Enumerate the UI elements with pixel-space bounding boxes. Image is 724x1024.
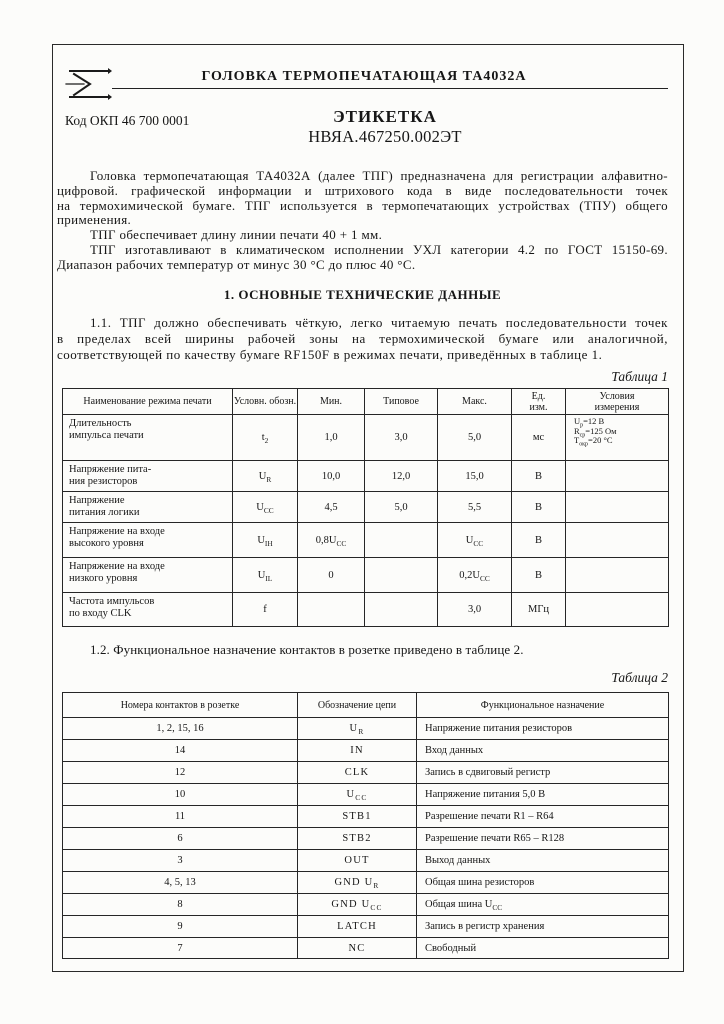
max-value: U — [465, 534, 474, 546]
net-name: STB2 — [298, 828, 417, 850]
condition-value: =20 °С — [588, 435, 613, 445]
condition-subscript: ср — [579, 432, 586, 439]
parameter-name-line: ния резисторов — [69, 476, 138, 487]
pin-numbers: 1, 2, 15, 16 — [63, 718, 298, 740]
intro-line: ТПГ обеспечивает длину линии печати 40 + 1 мм. — [90, 227, 383, 243]
conditions-cell — [566, 461, 669, 492]
table-row — [63, 523, 669, 558]
function-description: Разрешение печати R65 – R128 — [417, 828, 669, 850]
pin-numbers: 6 — [63, 828, 298, 850]
symbol-cell — [233, 415, 298, 461]
max-value: 5,5 — [438, 492, 512, 523]
symbol-text: U — [257, 534, 265, 546]
header-symbol: Условн. обозн. — [233, 389, 298, 415]
parameter-name-line: Напряжение пита- — [69, 464, 152, 475]
symbol-cell — [233, 523, 298, 558]
conditions-cell — [566, 523, 669, 558]
table-row — [63, 850, 669, 872]
parameter-name-line: высокого уровня — [69, 538, 144, 549]
pin-numbers: 12 — [63, 762, 298, 784]
function-description: Свободный — [417, 938, 669, 959]
symbol-text: U — [257, 569, 266, 581]
parameter-name-line: Напряжение на входе — [69, 526, 165, 537]
document-number: НВЯА.467250.002ЭТ — [308, 127, 462, 146]
net-subscript: CC — [370, 903, 383, 913]
max-value-cell — [438, 558, 512, 593]
parameter-name-line: питания логики — [69, 507, 140, 518]
parameter-name-cell — [63, 593, 233, 627]
conditions-cell — [566, 492, 669, 523]
document-type: ЭТИКЕТКА — [333, 107, 437, 126]
parameter-name-cell — [63, 461, 233, 492]
table-row — [63, 415, 669, 461]
table-1-header-row — [63, 389, 669, 415]
parameter-name-line: импульса печати — [69, 430, 144, 441]
min-value: 1,0 — [298, 415, 365, 461]
typical-value: 12,0 — [365, 461, 438, 492]
header-net-name: Обозначение цепи — [298, 693, 417, 718]
unit-value: В — [512, 523, 566, 558]
function-description: Вход данных — [417, 740, 669, 762]
function-description: Выход данных — [417, 850, 669, 872]
net-name: U — [349, 723, 359, 734]
net-name-cell — [298, 718, 417, 740]
table-row — [63, 461, 669, 492]
net-subscript: R — [358, 727, 365, 737]
intro-line: цифровой. графической информации и штрихового кода в виде последовательности точек — [57, 182, 668, 198]
table-row — [63, 784, 669, 806]
net-name-cell — [298, 872, 417, 894]
net-subscript: CC — [355, 793, 368, 803]
net-name-cell — [298, 784, 417, 806]
section-title: 1. ОСНОВНЫЕ ТЕХНИЧЕСКИЕ ДАННЫЕ — [223, 287, 502, 302]
document-title: ГОЛОВКА ТЕРМОПЕЧАТАЮЩАЯ ТА4032А — [201, 69, 527, 84]
paragraph-line: в пределах всей ширины рабочей зоны на термохимической бумаге или аналогичной, — [57, 331, 668, 346]
table-row — [63, 872, 669, 894]
table-1 — [62, 388, 669, 627]
function-subscript: CC — [492, 903, 503, 913]
min-value-subscript: CC — [336, 538, 347, 548]
net-name: IN — [298, 740, 417, 762]
unit-value: В — [512, 461, 566, 492]
pin-numbers: 9 — [63, 916, 298, 938]
header-unit: Ед. изм. — [512, 389, 566, 415]
max-value: 5,0 — [438, 415, 512, 461]
condition-subscript: р — [580, 422, 584, 429]
function-description: Разрешение печати R1 – R64 — [417, 806, 669, 828]
min-value: 0,8U — [315, 534, 337, 546]
parameter-name-line: низкого уровня — [69, 573, 138, 584]
table-row — [63, 916, 669, 938]
max-value: 3,0 — [438, 593, 512, 627]
manufacturer-logo-icon — [62, 66, 112, 102]
conditions-cell — [566, 415, 669, 461]
symbol-cell — [233, 558, 298, 593]
unit-value: МГц — [512, 593, 566, 627]
intro-line: Головка термопечатающая ТА4032А (далее ТПГ) предназначена для регистрации алфавитно- — [90, 168, 668, 183]
function-description: Напряжение питания 5,0 В — [417, 784, 669, 806]
net-subscript: R — [373, 881, 380, 891]
table-row — [63, 718, 669, 740]
table-row — [63, 593, 669, 627]
min-value: 10,0 — [298, 461, 365, 492]
symbol-text: t — [261, 432, 265, 443]
function-description: Запись в регистр хранения — [417, 916, 669, 938]
function-description: Общая шина U — [425, 899, 493, 910]
symbol-subscript: IH — [264, 538, 273, 548]
max-value: 15,0 — [438, 461, 512, 492]
header-min: Мин. — [298, 389, 365, 415]
symbol-subscript: CC — [263, 505, 274, 515]
symbol-text: f — [263, 604, 267, 615]
table-row — [63, 938, 669, 959]
min-value: 4,5 — [298, 492, 365, 523]
condition-line — [574, 436, 668, 446]
net-name: OUT — [298, 850, 417, 872]
net-name: GND U — [334, 877, 374, 888]
max-value: 0,2U — [459, 569, 480, 581]
intro-line: ТПГ изготавливают в климатическом исполнении УХЛ категории 4.2 по ГОСТ 15150-69. — [90, 241, 668, 257]
table-row — [63, 894, 669, 916]
condition-subscript: окр — [579, 441, 589, 448]
function-description: Напряжение питания резисторов — [417, 718, 669, 740]
header-max: Макс. — [438, 389, 512, 415]
pin-numbers: 8 — [63, 894, 298, 916]
table-2 — [62, 692, 669, 959]
symbol-text: U — [256, 501, 264, 513]
header-divider — [112, 88, 668, 89]
pin-numbers: 3 — [63, 850, 298, 872]
table-row — [63, 828, 669, 850]
net-name: GND U — [331, 899, 371, 910]
min-value-cell — [298, 523, 365, 558]
table-row — [63, 740, 669, 762]
table-row — [63, 558, 669, 593]
unit-value: В — [512, 558, 566, 593]
okp-code: Код ОКП 46 700 0001 — [65, 113, 190, 128]
parameter-name-cell — [63, 558, 233, 593]
symbol-cell — [233, 593, 298, 627]
condition-value: =125 Ом — [585, 425, 617, 436]
pin-numbers: 4, 5, 13 — [63, 872, 298, 894]
intro-paragraphs — [57, 169, 668, 273]
parameter-name-line: Напряжение на входе — [69, 561, 165, 572]
pin-numbers: 14 — [63, 740, 298, 762]
net-name: STB1 — [298, 806, 417, 828]
min-value: 0 — [298, 558, 365, 593]
header-function: Функциональное назначение — [417, 693, 669, 718]
intro-line: применения. — [57, 212, 132, 228]
paragraph-1-2: 1.2. Функциональное назначение контактов в розетке приведено в таблице 2. — [90, 642, 524, 657]
unit-value: В — [512, 492, 566, 523]
header-parameter-name: Наименование режима печати — [63, 389, 233, 415]
typical-value — [365, 558, 438, 593]
condition-symbol: T — [574, 435, 580, 445]
condition-symbol: R — [574, 425, 580, 436]
header-pin-numbers: Номера контактов в розетке — [63, 693, 298, 718]
parameter-name-cell — [63, 492, 233, 523]
net-name: U — [346, 789, 356, 800]
pin-numbers: 10 — [63, 784, 298, 806]
pin-numbers: 7 — [63, 938, 298, 959]
typical-value — [365, 523, 438, 558]
intro-line: на термохимической бумаге. ТПГ используется в термопечатающих устройствах (ТПУ) общего — [57, 197, 668, 213]
condition-value: =12 В — [583, 416, 605, 426]
net-name: CLK — [298, 762, 417, 784]
header-typical: Типовое — [365, 389, 438, 415]
table-row — [63, 762, 669, 784]
symbol-cell — [233, 492, 298, 523]
table-2-caption: Таблица 2 — [611, 670, 668, 685]
parameter-name-line: по входу CLK — [69, 608, 132, 619]
parameter-name-cell — [63, 415, 233, 461]
paragraph-line: 1.1. ТПГ должно обеспечивать чёткую, легко читаемую печать последовательности точек — [90, 315, 668, 330]
max-value-cell — [438, 523, 512, 558]
header-conditions: Условия измерения — [566, 389, 669, 415]
max-value-subscript: CC — [473, 538, 484, 548]
table-2-header-row — [63, 693, 669, 718]
unit-value: мс — [512, 415, 566, 461]
typical-value: 5,0 — [365, 492, 438, 523]
symbol-subscript: R — [266, 474, 272, 484]
parameter-name-line: Напряжение — [69, 495, 125, 506]
typical-value — [365, 593, 438, 627]
conditions-cell — [566, 558, 669, 593]
net-name: NC — [298, 938, 417, 959]
condition-symbol: U — [574, 416, 581, 426]
typical-value: 3,0 — [365, 415, 438, 461]
table-1-caption: Таблица 1 — [611, 369, 668, 384]
max-value-subscript: CC — [479, 573, 490, 583]
function-description: Запись в сдвиговый регистр — [417, 762, 669, 784]
table-row — [63, 492, 669, 523]
symbol-subscript: 2 — [264, 436, 269, 446]
symbol-cell — [233, 461, 298, 492]
conditions-cell — [566, 593, 669, 627]
function-description-cell — [417, 894, 669, 916]
parameter-name-line: Частота импульсов — [69, 596, 155, 607]
paragraph-1-1 — [57, 315, 668, 363]
parameter-name-line: Длительность — [69, 418, 132, 429]
parameter-name-cell — [63, 523, 233, 558]
net-name: LATCH — [298, 916, 417, 938]
min-value — [298, 593, 365, 627]
symbol-subscript: IL — [265, 573, 273, 583]
table-row — [63, 806, 669, 828]
pin-numbers: 11 — [63, 806, 298, 828]
symbol-text: U — [258, 470, 267, 482]
intro-line: Диапазон рабочих температур от минус 30 °С до плюс 40 °С. — [57, 256, 416, 272]
net-name-cell — [298, 894, 417, 916]
function-description: Общая шина резисторов — [417, 872, 669, 894]
paragraph-line: соответствующей по качеству бумаге RF150F в режимах печати, приведённых в таблице 1. — [57, 347, 603, 362]
